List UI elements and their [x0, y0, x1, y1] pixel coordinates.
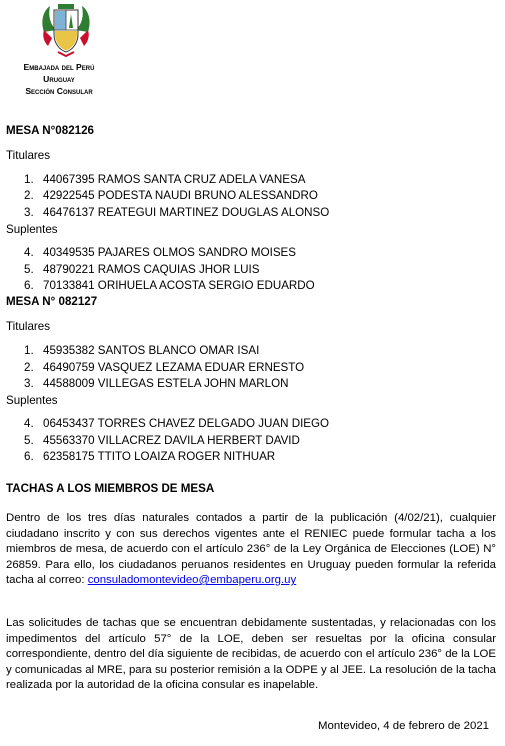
suplentes-label: Suplentes [6, 223, 58, 236]
embassy-header [0, 61, 118, 97]
paragraph-tachas [6, 511, 496, 589]
embassy-section: Sección Consular [25, 86, 93, 96]
list-item-number: 1. [24, 173, 34, 186]
list-item [24, 189, 318, 202]
list-item-number: 2. [24, 189, 34, 202]
list-item [24, 173, 305, 186]
suplentes-label: Suplentes [6, 394, 58, 407]
list-item-text: 42922545 PODESTA NAUDI BRUNO ALESSANDRO [43, 189, 318, 202]
list-item-text: 40349535 PAJARES OLMOS SANDRO MOISES [43, 246, 297, 259]
list-item-text: 44588009 VILLEGAS ESTELA JOHN MARLON [43, 377, 289, 390]
list-item [24, 361, 304, 374]
embassy-country: Uruguay [43, 74, 75, 84]
list-item [24, 263, 260, 276]
list-item [24, 377, 289, 390]
list-item-number: 1. [24, 344, 34, 357]
list-item-number: 3. [24, 206, 34, 219]
list-item-text: 06453437 TORRES CHAVEZ DELGADO JUAN DIEGO [43, 417, 330, 430]
list-item [24, 434, 300, 447]
list-item [24, 206, 329, 219]
embassy-name: Embajada del Perú [23, 62, 95, 72]
list-item-text: 46490759 VASQUEZ LEZAMA EDUAR ERNESTO [43, 361, 305, 374]
list-item-text: 70133841 ORIHUELA ACOSTA SERGIO EDUARDO [43, 279, 315, 292]
paragraph-text: Dentro de los tres días naturales contados a partir de la publicación (4/02/21), cualquier ciudadano inscrito y con sus derechos vigentes ante el RENIEC puede formular tacha a los miembros de mesa, de acuerdo con el artículo 236° de la Ley Orgánica de Elecciones (LOE) N° 26859. Para ello, los ciudadanos peruanos residentes en Uruguay pueden formular la referida tacha al correo: [6, 512, 496, 586]
titulares-label: Titulares [6, 320, 51, 333]
list-item-number: 4. [24, 246, 34, 259]
mesa-title: MESA N°082126 [6, 124, 94, 137]
paragraph-resolucion: Las solicitudes de tachas que se encuentran debidamente sustentadas, y relacionadas con los impedimentos del artículo 57° de la LOE, deben ser resueltas por la oficina consular correspondiente, dentro del día siguiente de recibidas, de acuerdo con el artículo 236° de la LOE y comunicadas al MRE, para su posterior remisión a la ODPE y al JEE. La resolución de la tacha realizada por la autoridad de la oficina consular es inapelable. [6, 617, 496, 691]
list-item [24, 279, 315, 292]
list-item-number: 5. [24, 434, 34, 447]
list-item [24, 417, 329, 430]
list-item-text: 62358175 TTITO LOAIZA ROGER NITHUAR [43, 450, 276, 463]
list-item-text: 45935382 SANTOS BLANCO OMAR ISAI [43, 344, 260, 357]
list-item-number: 3. [24, 377, 34, 390]
list-item-number: 6. [24, 450, 34, 463]
list-item-number: 2. [24, 361, 34, 374]
list-item-number: 6. [24, 279, 34, 292]
list-item [24, 344, 259, 357]
list-item-text: 48790221 RAMOS CAQUIAS JHOR LUIS [43, 263, 260, 276]
mesa-title: MESA N° 082127 [6, 295, 98, 308]
list-item-text: 45563370 VILLACREZ DAVILA HERBERT DAVID [43, 434, 300, 447]
list-item-text: 46476137 REATEGUI MARTINEZ DOUGLAS ALONSO [43, 206, 330, 219]
list-item [24, 246, 296, 259]
email-link[interactable]: consuladomontevideo@embaperu.org.uy [87, 574, 297, 586]
section-title: TACHAS A LOS MIEMBROS DE MESA [6, 482, 215, 495]
titulares-label: Titulares [6, 149, 51, 162]
list-item-text: 44067395 RAMOS SANTA CRUZ ADELA VANESA [43, 173, 306, 186]
signoff-date: Montevideo, 4 de febrero de 2021 [318, 720, 489, 732]
list-item [24, 450, 275, 463]
list-item-number: 5. [24, 263, 34, 276]
list-item-number: 4. [24, 417, 34, 430]
peru-coat-of-arms-icon [38, 2, 94, 58]
